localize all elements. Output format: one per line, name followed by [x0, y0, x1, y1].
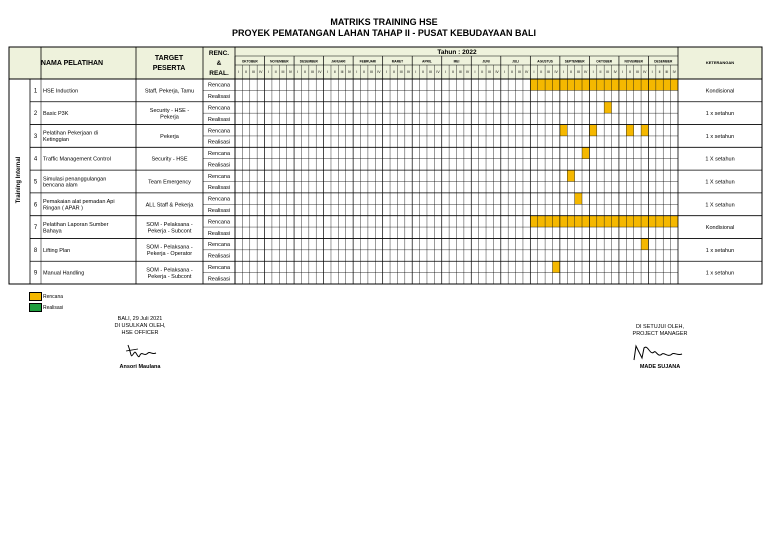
target-participant: Pekerja	[160, 114, 179, 121]
plan-cell	[626, 79, 633, 90]
month-label: SEPTEMBER	[564, 59, 585, 64]
week-label: IV	[613, 70, 617, 74]
week-label: III	[488, 70, 492, 74]
week-label: II	[304, 70, 307, 74]
realisasi-label: Realisasi	[207, 116, 231, 123]
training-name: HSE Induction	[43, 88, 79, 95]
week-label: II	[422, 70, 425, 74]
week-label: II	[569, 70, 572, 74]
week-label: IV	[554, 70, 558, 74]
training-name: Traffic Management Control	[43, 156, 111, 163]
week-label: IV	[347, 70, 352, 74]
plan-cell	[634, 216, 641, 227]
header-target-line1: TARGET	[154, 55, 184, 62]
row-number: 4	[33, 156, 38, 163]
header-renc-line2: &	[216, 60, 222, 67]
row-number: 8	[33, 247, 38, 254]
legend-realisasi-swatch	[29, 303, 42, 312]
plan-cell	[545, 79, 552, 90]
week-label: II	[363, 70, 366, 74]
training-name: Pelatihan Pekerjaan di	[43, 130, 99, 137]
week-label: III	[576, 70, 580, 74]
week-label: III	[635, 70, 639, 74]
plan-cell	[530, 216, 537, 227]
keterangan-value: 1 x setahun	[705, 270, 735, 277]
week-label: IV	[495, 70, 499, 74]
week-label: III	[429, 70, 433, 74]
rencana-label: Rencana	[207, 196, 231, 203]
rencana-label: Rencana	[207, 173, 231, 180]
plan-cell	[552, 216, 559, 227]
realisasi-label: Realisasi	[207, 94, 231, 101]
month-label: APRIL	[422, 59, 432, 64]
plan-cell	[656, 216, 663, 227]
week-label: IV	[643, 70, 647, 74]
target-participant: ALL Staff & Pekerja	[145, 202, 194, 209]
week-label: II	[333, 70, 336, 74]
left-place-date: BALI, 29 Juli 2021	[117, 316, 163, 322]
keterangan-value: Kondisional	[705, 88, 735, 95]
target-participant: Team Emergency	[148, 179, 191, 186]
left-role2: HSE OFFICER	[121, 330, 159, 336]
realisasi-label: Realisasi	[207, 139, 231, 146]
plan-cell	[582, 79, 589, 90]
right-signature-block	[610, 324, 710, 338]
keterangan-value: 1 X setahun	[705, 156, 735, 163]
header-keterangan: KETERANGAN	[705, 60, 735, 65]
rencana-label: Rencana	[207, 82, 231, 89]
plan-cell	[626, 216, 633, 227]
week-label: IV	[584, 70, 588, 74]
plan-cell	[545, 216, 552, 227]
plan-cell	[530, 79, 537, 90]
plan-cell	[560, 125, 567, 136]
week-label: I	[622, 70, 624, 74]
target-participant: Pekerja - Operator	[146, 251, 193, 258]
month-label: NOVEMBER	[270, 59, 289, 64]
week-label: I	[297, 70, 299, 74]
plan-cell	[634, 79, 641, 90]
keterangan-value: 1 x setahun	[705, 247, 735, 254]
week-label: I	[563, 70, 565, 74]
week-label: IV	[318, 70, 322, 74]
week-label: II	[629, 70, 631, 74]
training-name: Pemakaian alat pemadan Api	[43, 199, 115, 206]
plan-cell	[552, 261, 559, 272]
week-label: III	[281, 70, 285, 74]
rencana-label: Rencana	[207, 264, 231, 271]
plan-cell	[582, 147, 589, 158]
header-target-line2: PESERTA	[152, 65, 186, 72]
keterangan-value: Kondisional	[705, 225, 735, 232]
week-label: IV	[672, 70, 676, 74]
week-label: IV	[288, 70, 293, 74]
keterangan-value: 1 x setahun	[705, 133, 735, 140]
target-participant: Pekerja - Subcont	[147, 228, 192, 235]
plan-cell	[604, 102, 611, 113]
rencana-label: Rencana	[207, 105, 231, 112]
realisasi-label: Realisasi	[207, 276, 231, 283]
plan-cell	[663, 216, 670, 227]
target-participant: SOM - Pelaksana -	[146, 267, 193, 274]
keterangan-value: 1 X setahun	[705, 202, 735, 209]
week-label: I	[651, 70, 653, 74]
plan-cell	[641, 238, 648, 249]
training-name: bencana alam	[43, 182, 78, 189]
week-label: I	[238, 70, 240, 74]
month-label: NOVEMBER	[624, 59, 643, 64]
week-label: IV	[259, 70, 263, 74]
legend-rencana-swatch	[29, 292, 42, 301]
week-label: III	[370, 70, 374, 74]
right-signature-scribble	[630, 342, 686, 364]
training-name: Lifting Plan	[43, 247, 71, 254]
legend-realisasi-label: Realisasi	[43, 305, 64, 311]
week-label: III	[311, 70, 314, 74]
week-label: II	[451, 70, 454, 74]
header-renc-line3: REAL.	[209, 70, 229, 77]
plan-cell	[641, 216, 648, 227]
training-name: Basic P3K	[43, 111, 69, 118]
target-participant: Pekerja	[160, 133, 179, 140]
plan-cell	[538, 79, 545, 90]
week-label: I	[444, 70, 446, 74]
document-subtitle: PROYEK PEMATANGAN LAHAN TAHAP II - PUSAT KEBUDAYAAN BALI	[231, 28, 537, 38]
plan-cell	[560, 216, 567, 227]
training-name: Manual Handling	[43, 270, 85, 277]
plan-cell	[589, 79, 596, 90]
plan-cell	[604, 216, 611, 227]
week-label: III	[458, 70, 462, 74]
week-label: IV	[377, 70, 381, 74]
target-participant: SOM - Pelaksana -	[146, 221, 193, 228]
target-participant: Staff, Pekerja, Tamu	[144, 88, 195, 95]
plan-cell	[663, 79, 670, 90]
week-label: I	[474, 70, 476, 74]
rencana-label: Rencana	[207, 151, 231, 158]
plan-cell	[560, 79, 567, 90]
week-label: III	[340, 70, 344, 74]
plan-cell	[567, 170, 574, 181]
week-label: III	[399, 70, 403, 74]
realisasi-label: Realisasi	[207, 185, 231, 192]
realisasi-label: Realisasi	[207, 162, 231, 169]
week-label: IV	[406, 70, 411, 74]
month-label: OKTOBER	[241, 59, 258, 64]
plan-cell	[671, 216, 678, 227]
target-participant: SOM - Pelaksana -	[146, 244, 193, 251]
plan-cell	[626, 125, 633, 136]
week-label: IV	[436, 70, 440, 74]
row-number: 9	[33, 270, 38, 277]
month-label: JULI	[512, 59, 520, 64]
plan-cell	[597, 79, 604, 90]
month-label: FEBRUARI	[359, 59, 377, 64]
rencana-label: Rencana	[207, 242, 231, 249]
week-label: III	[665, 70, 669, 74]
plan-cell	[619, 79, 626, 90]
week-label: II	[245, 70, 248, 74]
plan-cell	[671, 79, 678, 90]
week-label: I	[415, 70, 417, 74]
month-label: JUNI	[482, 59, 490, 64]
plan-cell	[619, 216, 626, 227]
plan-cell	[575, 79, 582, 90]
row-number: 7	[33, 225, 38, 232]
week-label: II	[481, 70, 484, 74]
week-label: II	[392, 70, 395, 74]
month-label: DESEMBER	[299, 59, 318, 64]
plan-cell	[575, 193, 582, 204]
week-label: III	[547, 70, 551, 74]
target-participant: Security - HSE -	[149, 107, 190, 114]
week-label: II	[540, 70, 543, 74]
plan-cell	[641, 125, 648, 136]
week-label: IV	[465, 70, 470, 74]
plan-cell	[648, 216, 655, 227]
plan-cell	[538, 216, 545, 227]
week-label: I	[326, 70, 328, 74]
training-name: Pelatihan Laporan Sumber	[43, 221, 109, 228]
training-name: Ringan ( APAR )	[43, 205, 83, 212]
plan-cell	[656, 79, 663, 90]
header-renc-line1: RENC.	[208, 50, 230, 57]
month-label: MARET	[391, 59, 404, 64]
week-label: II	[658, 70, 661, 74]
week-label: I	[267, 70, 269, 74]
plan-cell	[648, 79, 655, 90]
target-participant: Pekerja - Subcont	[147, 273, 192, 280]
plan-cell	[589, 125, 596, 136]
row-number: 1	[33, 88, 38, 95]
month-label: OKTOBER	[596, 59, 613, 64]
plan-cell	[575, 216, 582, 227]
training-name: Ketinggian	[43, 137, 69, 144]
plan-cell	[597, 216, 604, 227]
week-label: III	[606, 70, 610, 74]
plan-cell	[604, 79, 611, 90]
plan-cell	[589, 216, 596, 227]
week-label: III	[251, 70, 255, 74]
plan-cell	[567, 216, 574, 227]
week-label: III	[517, 70, 521, 74]
plan-cell	[612, 79, 619, 90]
plan-cell	[567, 79, 574, 90]
right-role2: PROJECT MANAGER	[632, 331, 688, 337]
plan-cell	[641, 79, 648, 90]
group-label-training-internal: Training Internal	[16, 156, 22, 204]
row-number: 3	[33, 133, 38, 140]
row-number: 2	[33, 111, 38, 118]
target-participant: Security - HSE	[151, 156, 188, 163]
left-role1: DI USULKAN OLEH,	[114, 323, 166, 329]
header-tahun: Tahun : 2022	[437, 49, 477, 56]
month-label: AGUSTUS	[537, 59, 553, 64]
month-label: JANUARI	[331, 59, 346, 64]
left-signer-name: Ansori Maulana	[119, 364, 161, 370]
month-label: MEI	[453, 59, 460, 64]
row-number: 6	[33, 202, 38, 209]
week-label: II	[510, 70, 513, 74]
week-label: I	[533, 70, 535, 74]
month-label: DESEMBER	[654, 59, 673, 64]
week-label: I	[356, 70, 358, 74]
plan-cell	[582, 216, 589, 227]
realisasi-label: Realisasi	[207, 230, 231, 237]
rencana-label: Rencana	[207, 128, 231, 135]
right-role1: DI SETUJUI OLEH,	[636, 324, 684, 330]
rencana-label: Rencana	[207, 219, 231, 226]
plan-cell	[612, 216, 619, 227]
header-background	[9, 47, 762, 79]
row-number: 5	[33, 179, 38, 186]
left-signature-block	[95, 316, 185, 337]
week-label: II	[599, 70, 602, 74]
document-title: MATRIKS TRAINING HSE	[330, 17, 438, 27]
week-label: II	[274, 70, 277, 74]
left-signature-scribble	[122, 343, 162, 363]
week-label: I	[385, 70, 387, 74]
right-signer-name: MADE SUJANA	[639, 364, 681, 370]
training-name: Bahaya	[43, 228, 62, 235]
header-nama-pelatihan: NAMA PELATIHAN	[40, 60, 104, 67]
realisasi-label: Realisasi	[207, 207, 231, 214]
week-label: I	[503, 70, 505, 74]
week-label: I	[592, 70, 594, 74]
plan-cell	[552, 79, 559, 90]
week-label: IV	[524, 70, 529, 74]
training-name: Simulasi penanggulangan	[43, 176, 107, 183]
keterangan-value: 1 x setahun	[705, 111, 735, 118]
keterangan-value: 1 X setahun	[705, 179, 735, 186]
legend-rencana-label: Rencana	[43, 294, 64, 300]
realisasi-label: Realisasi	[207, 253, 231, 260]
